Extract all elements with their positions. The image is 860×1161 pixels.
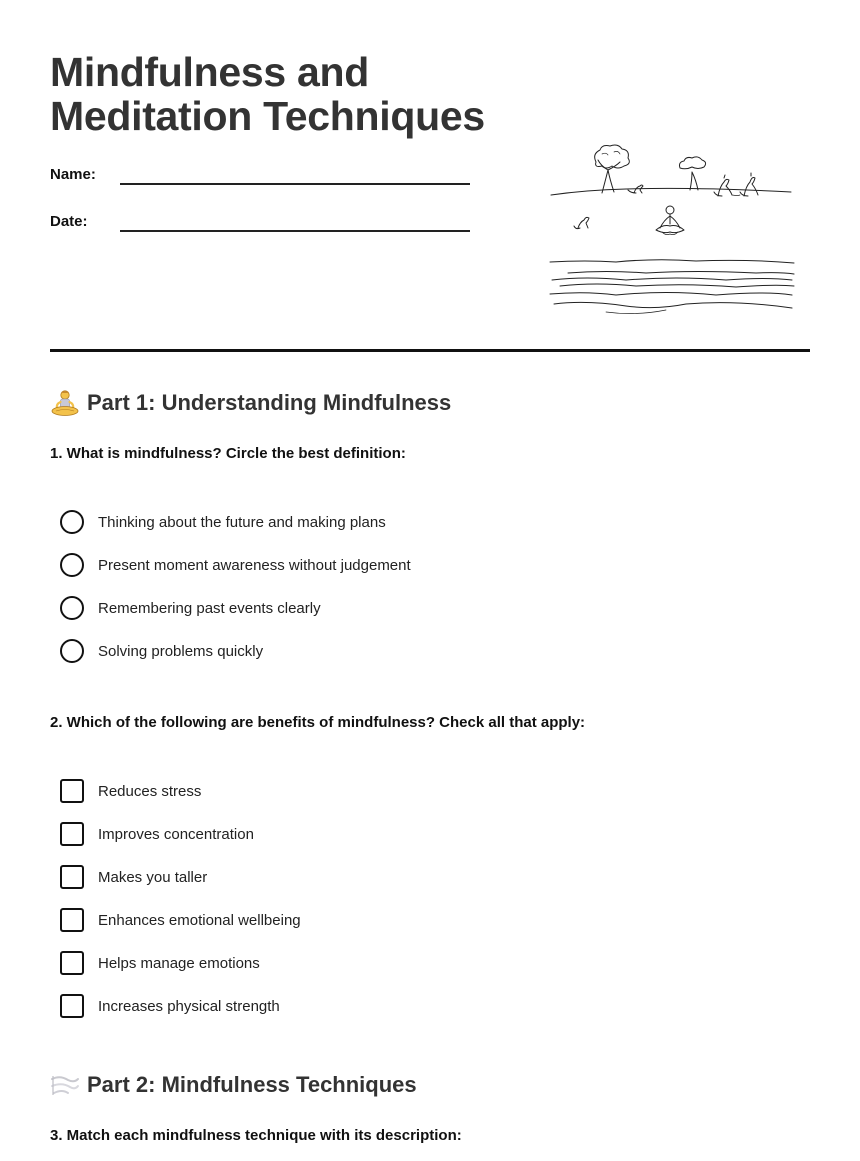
option-label: Helps manage emotions xyxy=(98,954,260,972)
question-1: 1. What is mindfulness? Circle the best definition: xyxy=(50,445,406,462)
meditation-lake-illustration xyxy=(546,140,796,320)
part2-title: Part 2: Mindfulness Techniques xyxy=(87,1072,417,1097)
date-label: Date: xyxy=(50,213,88,230)
name-label: Name: xyxy=(50,166,96,183)
checkbox[interactable] xyxy=(60,779,84,803)
question-3: 3. Match each mindfulness technique with its description: xyxy=(50,1127,462,1144)
radio-circle[interactable] xyxy=(60,639,84,663)
q2-option-6[interactable] xyxy=(60,993,280,1019)
checkbox[interactable] xyxy=(60,951,84,975)
q1-option-3[interactable] xyxy=(60,595,321,621)
option-label: Improves concentration xyxy=(98,825,254,843)
date-input-line[interactable] xyxy=(120,230,470,232)
q2-option-1[interactable] xyxy=(60,778,201,804)
q2-option-3[interactable] xyxy=(60,864,207,890)
option-label: Solving problems quickly xyxy=(98,642,264,660)
q1-option-1[interactable] xyxy=(60,509,386,535)
title-line-2: Meditation Techniques xyxy=(50,93,485,139)
q2-option-2[interactable] xyxy=(60,821,254,847)
option-label: Reduces stress xyxy=(98,782,202,800)
title-line-1: Mindfulness and xyxy=(50,49,369,95)
part1-title: Part 1: Understanding Mindfulness xyxy=(87,390,452,415)
question-2: 2. Which of the following are benefits of mindfulness? Check all that apply: xyxy=(50,714,586,731)
checkbox[interactable] xyxy=(60,865,84,889)
q2-option-4[interactable] xyxy=(60,907,301,933)
option-label: Thinking about the future and making plans xyxy=(98,513,386,531)
person-meditating-icon xyxy=(50,389,80,417)
radio-circle[interactable] xyxy=(60,553,84,577)
option-label: Enhances emotional wellbeing xyxy=(98,911,301,929)
part2-heading xyxy=(50,1070,417,1100)
radio-circle[interactable] xyxy=(60,596,84,620)
worksheet-title xyxy=(50,50,520,138)
option-label: Remembering past events clearly xyxy=(98,599,321,617)
header-divider xyxy=(50,349,810,352)
checkbox[interactable] xyxy=(60,908,84,932)
part1-heading xyxy=(50,388,451,418)
name-field[interactable] xyxy=(50,166,470,196)
option-label: Increases physical strength xyxy=(98,997,280,1015)
checkbox[interactable] xyxy=(60,822,84,846)
q2-option-5[interactable] xyxy=(60,950,260,976)
option-label: Present moment awareness without judgement xyxy=(98,556,411,574)
radio-circle[interactable] xyxy=(60,510,84,534)
option-label: Makes you taller xyxy=(98,868,208,886)
q1-option-4[interactable] xyxy=(60,638,263,664)
name-input-line[interactable] xyxy=(120,183,470,185)
q1-option-2[interactable] xyxy=(60,552,411,578)
wind-icon xyxy=(50,1071,80,1099)
checkbox[interactable] xyxy=(60,994,84,1018)
date-field[interactable] xyxy=(50,213,470,243)
